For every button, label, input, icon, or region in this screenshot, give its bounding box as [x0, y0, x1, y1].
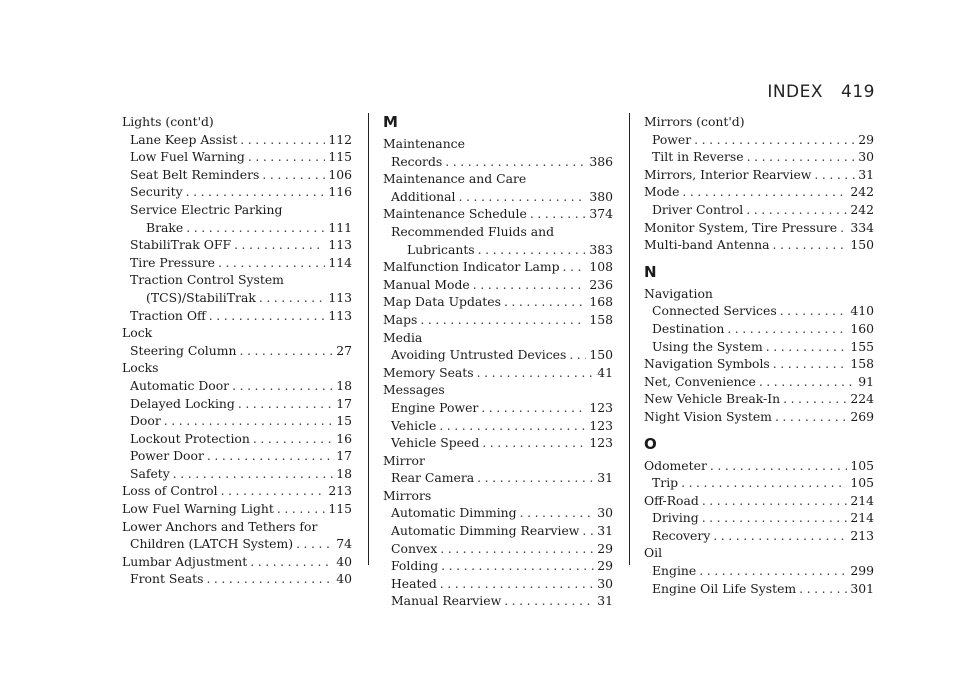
entry-term: Manual Rearview: [391, 593, 502, 609]
entry-page-number: 150: [589, 347, 613, 363]
leader-dots: [206, 570, 333, 588]
leader-dots: [186, 183, 326, 201]
index-subentry: [383, 592, 613, 610]
index-subentry: [383, 223, 613, 241]
entry-page-number: 108: [589, 259, 613, 275]
leader-dots: [582, 522, 594, 540]
entry-page-number: 160: [850, 320, 874, 336]
section-letter-heading: N: [644, 262, 657, 281]
entry-term: Off-Road: [644, 492, 699, 508]
entry-page-number: 113: [328, 237, 352, 253]
entry-page-number: 29: [597, 558, 613, 574]
entry-page-number: 29: [858, 131, 874, 147]
leader-dots: [563, 258, 587, 276]
leader-dots: [186, 219, 325, 237]
entry-term: Low Fuel Warning Light: [122, 501, 274, 517]
index-entry: [644, 355, 874, 373]
entry-page-number: 114: [328, 254, 352, 270]
entry-term: Engine: [652, 563, 697, 579]
index-entry: [383, 364, 613, 382]
leader-dots: [780, 302, 848, 320]
index-subentry: [122, 183, 352, 201]
index-subentry: [644, 302, 874, 320]
entry-term: Loss of Control: [122, 483, 218, 499]
entry-term: Maintenance Schedule: [383, 206, 527, 222]
entry-term: Tilt in Reverse: [652, 149, 744, 165]
index-subentry: [122, 219, 352, 237]
entry-page-number: 16: [336, 430, 352, 446]
index-subentry: [122, 447, 352, 465]
leader-dots: [814, 166, 855, 184]
index-subentry: [122, 166, 352, 184]
leader-dots: [478, 241, 587, 259]
index-subentry: [122, 430, 352, 448]
index-entry: [644, 544, 874, 562]
entry-page-number: 269: [850, 408, 874, 424]
leader-dots: [482, 434, 586, 452]
entry-term: Front Seats: [130, 571, 204, 587]
entry-page-number: 213: [850, 527, 874, 543]
leader-dots: [445, 153, 586, 171]
index-subentry: [644, 201, 874, 219]
leader-dots: [440, 575, 594, 593]
entry-page-number: 224: [850, 391, 874, 407]
entry-page-number: 18: [336, 465, 352, 481]
index-subentry: [383, 417, 613, 435]
entry-term: Service Electric Parking: [130, 201, 283, 217]
index-entry: [383, 487, 613, 505]
entry-page-number: 386: [589, 153, 613, 169]
entry-page-number: 214: [850, 492, 874, 508]
leader-dots: [239, 342, 333, 360]
entry-page-number: 111: [328, 219, 352, 235]
leader-dots: [773, 236, 848, 254]
entry-term: Vehicle: [391, 417, 437, 433]
index-entry: [644, 457, 874, 475]
entry-page-number: 334: [850, 219, 874, 235]
leader-dots: [840, 219, 847, 237]
index-subentry: [122, 307, 352, 325]
index-entry: [383, 205, 613, 223]
entry-term: Traction Off: [130, 307, 206, 323]
leader-dots: [682, 183, 847, 201]
leader-dots: [569, 346, 586, 364]
entry-page-number: 41: [597, 364, 613, 380]
index-entry: [122, 518, 352, 536]
entry-page-number: 40: [336, 571, 352, 587]
leader-dots: [207, 447, 333, 465]
index-subentry: [383, 557, 613, 575]
index-entry: [383, 170, 613, 188]
entry-term: Delayed Locking: [130, 395, 235, 411]
entry-term: Lubricants: [407, 241, 475, 257]
entry-term: Mirrors (cont'd): [644, 114, 745, 129]
index-subentry: [644, 148, 874, 166]
entry-term: Children (LATCH System): [130, 536, 294, 552]
leader-dots: [504, 592, 594, 610]
leader-dots: [702, 492, 848, 510]
entry-page-number: 18: [336, 377, 352, 393]
index-subentry: [644, 131, 874, 149]
entry-term: Records: [391, 153, 443, 169]
entry-page-number: 158: [850, 356, 874, 372]
entry-term: Mirrors, Interior Rearview: [644, 166, 812, 182]
index-entry: [122, 482, 352, 500]
entry-page-number: 214: [850, 510, 874, 526]
entry-term: Automatic Dimming Rearview: [391, 523, 580, 539]
index-subentry: [383, 153, 613, 171]
index-subentry: [122, 535, 352, 553]
entry-term: Manual Mode: [383, 276, 470, 292]
entry-page-number: 29: [597, 540, 613, 556]
leader-dots: [477, 364, 595, 382]
entry-term: Driver Control: [652, 201, 744, 217]
leader-dots: [439, 417, 586, 435]
entry-page-number: 383: [589, 241, 613, 257]
index-entry: [644, 236, 874, 254]
index-column-3: [644, 113, 874, 597]
column-divider: [629, 113, 630, 565]
leader-dots: [164, 412, 333, 430]
index-entry: [383, 329, 613, 347]
entry-term: Mirrors: [383, 487, 432, 503]
leader-dots: [218, 254, 325, 272]
entry-term: Locks: [122, 360, 159, 376]
index-subentry: [122, 342, 352, 360]
entry-term: StabiliTrak OFF: [130, 237, 232, 253]
entry-page-number: 168: [589, 294, 613, 310]
index-subentry: [122, 465, 352, 483]
entry-term: Navigation: [644, 285, 713, 301]
index-entry: [644, 113, 874, 131]
leader-dots: [262, 166, 325, 184]
entry-term: Power: [652, 131, 692, 147]
entry-page-number: 106: [328, 166, 352, 182]
entry-page-number: 301: [850, 580, 874, 596]
leader-dots: [710, 457, 847, 475]
leader-dots: [232, 377, 333, 395]
entry-term: Low Fuel Warning: [130, 149, 245, 165]
index-entry: [122, 553, 352, 571]
entry-page-number: 91: [858, 373, 874, 389]
entry-term: Messages: [383, 382, 445, 398]
index-subentry: [122, 412, 352, 430]
leader-dots: [530, 205, 587, 223]
entry-page-number: 17: [336, 395, 352, 411]
entry-page-number: 410: [850, 303, 874, 319]
entry-page-number: 115: [328, 501, 352, 517]
entry-term: Folding: [391, 558, 439, 574]
entry-page-number: 116: [328, 184, 352, 200]
entry-term: Heated: [391, 575, 437, 591]
index-subentry: [644, 562, 874, 580]
leader-dots: [240, 131, 325, 149]
index-subentry: [383, 469, 613, 487]
entry-page-number: 113: [328, 307, 352, 323]
entry-page-number: 123: [589, 417, 613, 433]
index-column-2: [383, 113, 613, 610]
index-subentry: [383, 522, 613, 540]
index-subentry: [122, 148, 352, 166]
leader-dots: [799, 580, 847, 598]
index-entry: [383, 276, 613, 294]
entry-term: Lane Keep Assist: [130, 131, 238, 147]
leader-dots: [699, 562, 847, 580]
entry-term: Lumbar Adjustment: [122, 553, 248, 569]
entry-page-number: 105: [850, 475, 874, 491]
column-divider: [368, 113, 369, 565]
entry-page-number: 115: [328, 149, 352, 165]
leader-dots: [441, 557, 594, 575]
entry-term: Steering Column: [130, 342, 237, 358]
entry-term: Using the System: [652, 338, 763, 354]
entry-term: Navigation Symbols: [644, 356, 770, 372]
entry-term: Map Data Updates: [383, 294, 501, 310]
index-entry: [383, 452, 613, 470]
entry-term: Destination: [652, 320, 725, 336]
index-subentry: [122, 201, 352, 219]
entry-page-number: 112: [328, 131, 352, 147]
entry-page-number: 105: [850, 457, 874, 473]
section-letter-heading: M: [383, 113, 398, 131]
index-entry: [644, 492, 874, 510]
entry-page-number: 123: [589, 435, 613, 451]
index-entry: [644, 166, 874, 184]
index-entry: [644, 285, 874, 303]
entry-page-number: 30: [597, 505, 613, 521]
index-subentry: [644, 580, 874, 598]
leader-dots: [459, 188, 587, 206]
index-entry: [644, 390, 874, 408]
entry-page-number: 31: [597, 470, 613, 486]
entry-term: Trip: [652, 475, 679, 491]
entry-page-number: 374: [589, 206, 613, 222]
entry-term: Lock: [122, 325, 153, 341]
entry-term: Driving: [652, 510, 699, 526]
leader-dots: [296, 535, 333, 553]
index-subentry: [122, 377, 352, 395]
index-entry: [122, 359, 352, 377]
leader-dots: [420, 311, 586, 329]
entry-term: Traction Control System: [130, 272, 284, 288]
leader-dots: [746, 201, 847, 219]
leader-dots: [713, 527, 847, 545]
index-entry: [644, 408, 874, 426]
entry-term: Power Door: [130, 448, 204, 464]
section-letter-heading: O: [644, 434, 657, 453]
entry-term: Maintenance and Care: [383, 171, 527, 187]
leader-dots: [173, 465, 333, 483]
index-subentry: [644, 338, 874, 356]
entry-page-number: 380: [589, 188, 613, 204]
entry-term: Rear Camera: [391, 470, 475, 486]
entry-page-number: 123: [589, 399, 613, 415]
index-subentry: [644, 527, 874, 545]
leader-dots: [783, 390, 847, 408]
leader-dots: [520, 504, 595, 522]
entry-term: Additional: [391, 188, 456, 204]
entry-term: Recommended Fluids and: [391, 223, 555, 239]
entry-term: Avoiding Untrusted Devices: [391, 347, 567, 363]
entry-page-number: 31: [858, 166, 874, 182]
entry-page-number: 236: [589, 276, 613, 292]
entry-page-number: 15: [336, 413, 352, 429]
entry-page-number: 27: [336, 342, 352, 358]
entry-term: Brake: [146, 219, 184, 235]
index-subentry: [122, 271, 352, 289]
entry-page-number: 299: [850, 563, 874, 579]
index-entry: [383, 258, 613, 276]
index-subentry: [644, 474, 874, 492]
entry-page-number: 155: [850, 338, 874, 354]
leader-dots: [759, 373, 855, 391]
index-subentry: [383, 346, 613, 364]
leader-dots: [209, 307, 326, 325]
entry-page-number: 213: [328, 483, 352, 499]
index-subentry: [122, 289, 352, 307]
leader-dots: [250, 553, 333, 571]
entry-page-number: 17: [336, 448, 352, 464]
index-entry: [383, 293, 613, 311]
leader-dots: [747, 148, 856, 166]
leader-dots: [234, 236, 325, 254]
entry-page-number: 242: [850, 184, 874, 200]
index-subentry: [383, 504, 613, 522]
leader-dots: [277, 500, 325, 518]
entry-term: Vehicle Speed: [391, 435, 480, 451]
entry-term: Seat Belt Reminders: [130, 166, 260, 182]
entry-term: Malfunction Indicator Lamp: [383, 259, 560, 275]
index-subentry: [644, 509, 874, 527]
leader-dots: [259, 289, 326, 307]
entry-term: (TCS)/StabiliTrak: [146, 289, 256, 305]
entry-page-number: 31: [597, 593, 613, 609]
index-column-1: [122, 113, 352, 588]
index-subentry: [122, 236, 352, 254]
index-entry: [383, 311, 613, 329]
leader-dots: [766, 338, 848, 356]
index-entry: [644, 373, 874, 391]
entry-term: Engine Oil Life System: [652, 580, 797, 596]
entry-term: Lower Anchors and Tethers for: [122, 518, 318, 534]
entry-term: Mirror: [383, 452, 425, 468]
index-subentry: [383, 188, 613, 206]
leader-dots: [440, 540, 594, 558]
index-subentry: [122, 131, 352, 149]
entry-term: Tire Pressure: [130, 254, 215, 270]
entry-page-number: 158: [589, 311, 613, 327]
index-entry: [122, 500, 352, 518]
index-subentry: [383, 540, 613, 558]
index-subentry: [383, 575, 613, 593]
entry-term: Lockout Protection: [130, 430, 250, 446]
leader-dots: [694, 131, 855, 149]
leader-dots: [681, 474, 847, 492]
leader-dots: [473, 276, 587, 294]
entry-term: Odometer: [644, 457, 707, 473]
entry-term: Maintenance: [383, 136, 465, 151]
page-header: [767, 82, 875, 102]
leader-dots: [481, 399, 586, 417]
entry-page-number: 40: [336, 553, 352, 569]
entry-term: Automatic Door: [130, 377, 230, 393]
entry-term: Convex: [391, 540, 438, 556]
entry-term: New Vehicle Break-In: [644, 391, 781, 407]
entry-term: Door: [130, 413, 161, 429]
page-number: 419: [841, 82, 875, 102]
index-subentry: [383, 434, 613, 452]
leader-dots: [773, 355, 848, 373]
entry-term: Media: [383, 329, 423, 345]
entry-page-number: 113: [328, 289, 352, 305]
entry-term: Safety: [130, 465, 170, 481]
index-subentry: [644, 320, 874, 338]
leader-dots: [477, 469, 594, 487]
entry-term: Monitor System, Tire Pressure: [644, 219, 838, 235]
leader-dots: [248, 148, 325, 166]
leader-dots: [702, 509, 848, 527]
entry-term: Maps: [383, 311, 418, 327]
index-subentry: [122, 254, 352, 272]
entry-term: Mode: [644, 184, 680, 200]
entry-page-number: 31: [597, 523, 613, 539]
header-label: INDEX: [767, 82, 824, 102]
index-entry: [383, 381, 613, 399]
leader-dots: [504, 293, 586, 311]
entry-term: Memory Seats: [383, 364, 474, 380]
leader-dots: [775, 408, 847, 426]
index-subentry: [383, 399, 613, 417]
index-entry: [122, 324, 352, 342]
index-subentry: [122, 395, 352, 413]
entry-term: Engine Power: [391, 399, 479, 415]
entry-term: Oil: [644, 545, 663, 561]
entry-page-number: 150: [850, 237, 874, 253]
index-subentry: [122, 570, 352, 588]
leader-dots: [253, 430, 333, 448]
entry-term: Lights (cont'd): [122, 114, 214, 129]
entry-term: Night Vision System: [644, 408, 772, 424]
index-entry: [644, 219, 874, 237]
entry-term: Net, Convenience: [644, 373, 756, 389]
entry-term: Automatic Dimming: [391, 505, 517, 521]
index-subentry: [383, 241, 613, 259]
entry-term: Security: [130, 184, 183, 200]
entry-page-number: 74: [336, 536, 352, 552]
leader-dots: [221, 482, 326, 500]
entry-term: Recovery: [652, 527, 711, 543]
index-entry: [644, 183, 874, 201]
leader-dots: [727, 320, 847, 338]
entry-term: Connected Services: [652, 303, 777, 319]
leader-dots: [238, 395, 333, 413]
entry-page-number: 30: [597, 575, 613, 591]
index-entry: [122, 113, 352, 131]
entry-page-number: 242: [850, 201, 874, 217]
entry-page-number: 30: [858, 149, 874, 165]
index-entry: [383, 135, 613, 153]
entry-term: Multi-band Antenna: [644, 237, 770, 253]
